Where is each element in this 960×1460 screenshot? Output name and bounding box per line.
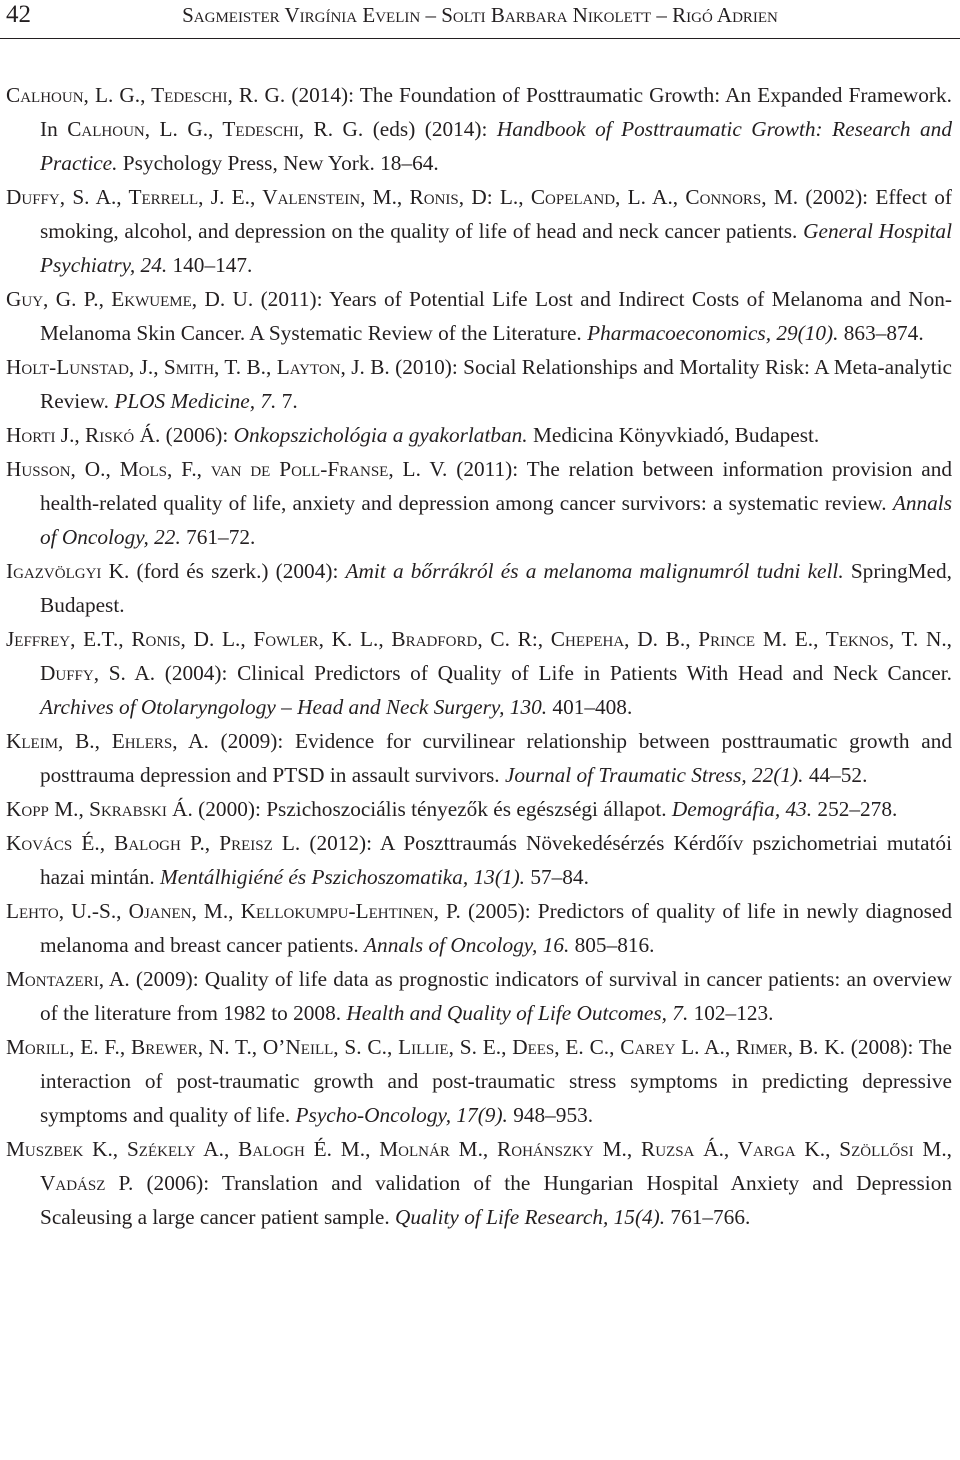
reference-editors: Calhoun, L. G., Tedeschi, R. G.: [67, 117, 364, 141]
reference-text: (ford és szerk.) (2004):: [129, 559, 346, 583]
reference-authors: Lehto, U.-S., Ojanen, M., Kellokumpu-Lehtinen, P.: [6, 899, 461, 923]
reference-authors: Jeffrey, E.T., Ronis, D. L., Fowler, K. L., Bradford, C. R:, Chepeha, D. B., Prince M. E., Teknos, T. N., Duffy, S. A.: [6, 627, 952, 685]
reference-authors: Montazeri, A.: [6, 967, 130, 991]
reference-pages: 252–278.: [812, 797, 898, 821]
reference-authors: Horti J., Riskó Á.: [6, 423, 161, 447]
reference-text: (2005): Predictors of quality of life in newly diagnosed melanoma and breast cancer patients.: [40, 899, 953, 957]
reference-text: (2000): Pszichoszociális tényezők és egészségi állapot.: [192, 797, 672, 821]
reference-authors: Holt-Lunstad, J., Smith, T. B., Layton, J. B.: [6, 355, 390, 379]
reference-source: Journal of Traumatic Stress, 22(1).: [504, 763, 804, 787]
reference-list: [6, 78, 952, 1234]
reference-source: PLOS Medicine, 7.: [114, 389, 277, 413]
reference-text: (2009): Evidence for curvilinear relationship between posttraumatic growth and posttrauma depression and PTSD in assault survivors.: [40, 729, 952, 787]
reference-text: (2010): Social Relationships and Mortality Risk: A Meta-analytic Review.: [40, 355, 952, 413]
reference-authors: Igazvölgyi K.: [6, 559, 130, 583]
reference-entry: [6, 282, 952, 350]
reference-text: (2006):: [160, 423, 234, 447]
reference-pages: 102–123.: [688, 1001, 774, 1025]
reference-pages: 761–766.: [665, 1205, 751, 1229]
reference-entry: [6, 622, 952, 724]
reference-pages: 761–72.: [180, 525, 256, 549]
reference-authors: Morill, E. F., Brewer, N. T., O’Neill, S. C., Lillie, S. E., Dees, E. C., Carey L. A., Rimer, B. K.: [6, 1035, 845, 1059]
reference-pages: 140–147.: [167, 253, 253, 277]
reference-entry: [6, 962, 952, 1030]
reference-source: Pharmacoeconomics, 29(10).: [587, 321, 839, 345]
reference-entry: [6, 894, 952, 962]
header-divider: [0, 38, 960, 39]
reference-authors: Kopp M., Skrabski Á.: [6, 797, 193, 821]
reference-pages: 44–52.: [803, 763, 868, 787]
reference-text: (2004): Clinical Predictors of Quality of Life in Patients With Head and Neck Cancer.: [155, 661, 953, 685]
reference-text: (2008): The interaction of post-traumatic growth and post-traumatic stress symptoms in predicting depressive symptoms and quality of life.: [40, 1035, 952, 1127]
reference-pages: Psychology Press, New York. 18–64.: [117, 151, 439, 175]
reference-source: Psycho-Oncology, 17(9).: [295, 1103, 508, 1127]
reference-entry: [6, 180, 952, 282]
reference-source: Handbook of Posttraumatic Growth: Research and Practice.: [40, 117, 952, 175]
reference-authors: Duffy, S. A., Terrell, J. E., Valenstein, M., Ronis, D: L., Copeland, L. A., Connors, M.: [6, 185, 799, 209]
reference-source: Mentálhigiéné és Pszichoszomatika, 13(1).: [160, 865, 525, 889]
reference-text: (2014): The Foundation of Posttraumatic Growth: An Expanded Framework. In: [40, 83, 952, 141]
reference-text: (eds) (2014):: [363, 117, 497, 141]
reference-text: (2009): Quality of life data as prognostic indicators of survival in cancer patients: an overview of the literature from 1982 to 2008.: [40, 967, 953, 1025]
reference-pages: 57–84.: [525, 865, 589, 889]
reference-pages: Medicina Könyvkiadó, Budapest.: [527, 423, 820, 447]
reference-entry: [6, 1132, 952, 1234]
reference-source: General Hospital Psychiatry, 24.: [40, 219, 952, 277]
reference-text: (2011): Years of Potential Life Lost and Indirect Costs of Melanoma and Non-Melanoma Skin Cancer. A Systematic Review of the Literature.: [40, 287, 952, 345]
reference-authors: Kleim, B., Ehlers, A.: [6, 729, 209, 753]
reference-source: Demográfia, 43.: [671, 797, 813, 821]
running-title: Sagmeister Virgínia Evelin – Solti Barbara Nikolett – Rigó Adrien: [182, 3, 778, 27]
reference-source: Annals of Oncology, 16.: [364, 933, 570, 957]
reference-source: Amit a bőrrákról és a melanoma malignumról tudni kell.: [345, 559, 844, 583]
reference-source: Health and Quality of Life Outcomes, 7.: [346, 1001, 689, 1025]
reference-authors: Husson, O., Mols, F., van de Poll-Franse, L. V.: [6, 457, 448, 481]
reference-text: (2012): A Poszttraumás Növekedésérzés Kérdőív pszichometriai mutatói hazai mintán.: [40, 831, 952, 889]
reference-pages: 401–408.: [547, 695, 633, 719]
reference-pages: SpringMed, Budapest.: [40, 559, 952, 617]
reference-pages: 863–874.: [838, 321, 924, 345]
reference-source: Quality of Life Research, 15(4).: [395, 1205, 666, 1229]
reference-source: Archives of Otolaryngology – Head and Neck Surgery, 130.: [40, 695, 548, 719]
reference-entry: [6, 452, 952, 554]
reference-authors: Muszbek K., Székely A., Balogh É. M., Molnár M., Rohánszky M., Ruzsa Á., Varga K., Szöllősi M., Vadász P.: [6, 1137, 952, 1195]
reference-source: Annals of Oncology, 22.: [40, 491, 952, 549]
reference-entry: [6, 554, 952, 622]
reference-pages: 948–953.: [507, 1103, 594, 1127]
reference-entry: [6, 350, 952, 418]
reference-pages: 7.: [276, 389, 298, 413]
reference-source: Onkopszichológia a gyakorlatban.: [233, 423, 528, 447]
reference-authors: Guy, G. P., Ekwueme, D. U.: [6, 287, 254, 311]
reference-authors: Kovács É., Balogh P., Preisz L.: [6, 831, 301, 855]
reference-pages: 805–816.: [569, 933, 655, 957]
reference-entry: [6, 78, 952, 180]
reference-authors: Calhoun, L. G., Tedeschi, R. G.: [6, 83, 286, 107]
reference-text: (2006): Translation and validation of the Hungarian Hospital Anxiety and Depression Scaleusing a large cancer patient sample.: [40, 1171, 953, 1229]
reference-text: (2002): Effect of smoking, alcohol, and depression on the quality of life of head and neck cancer patients.: [40, 185, 952, 243]
reference-entry: [6, 418, 952, 452]
reference-entry: [6, 724, 952, 792]
page-number: 42: [6, 1, 31, 28]
reference-text: (2011): The relation between information provision and health-related quality of life, anxiety and depression among cancer survivors: a systematic review.: [40, 457, 952, 515]
reference-entry: [6, 1030, 952, 1132]
reference-entry: [6, 792, 952, 826]
reference-entry: [6, 826, 952, 894]
page-header: [0, 0, 960, 30]
